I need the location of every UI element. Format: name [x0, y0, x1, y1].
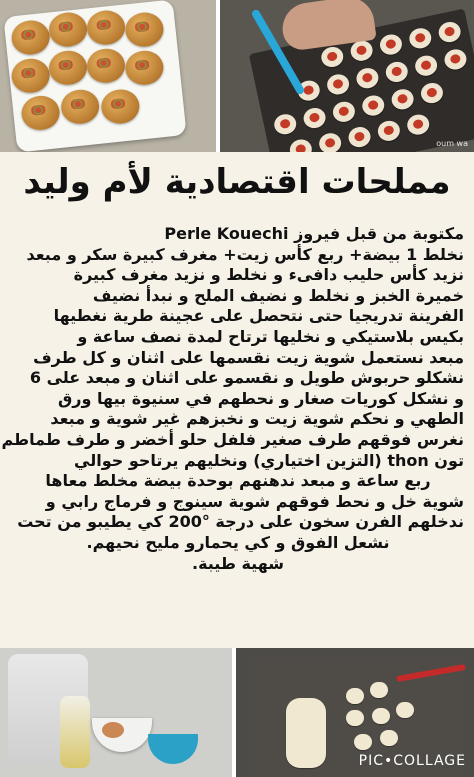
dough-piece — [346, 688, 364, 704]
recipe-line: مبعد نستعمل شوية زيت نقسمها على اثنان و كل طرف — [33, 347, 464, 367]
recipe-line: الفرينة تدريجيا حتى نتحصل على عجينة طرية نغطيها — [53, 306, 464, 326]
bun — [100, 88, 141, 126]
dough-ball — [378, 32, 404, 56]
recipe-line: بكيس بلاستيكي و نخليها ترتاح لمدة نصف ساعة و — [77, 326, 464, 346]
bun — [124, 11, 165, 49]
dough-ball — [288, 138, 314, 152]
recipe-line: نخلط 1 بيضة+ ربع كأس زيت+ مغرف كبيرة سكر و مبعد — [26, 244, 464, 264]
dough-ball — [390, 87, 416, 111]
dough-ball — [437, 20, 463, 44]
blue-bowl — [148, 734, 198, 764]
recipe-title: مملحات اقتصادية لأم وليد — [23, 162, 451, 202]
recipe-line: مكتوبة من قبل فيروز Perle Kouechi — [164, 224, 464, 243]
dough-ball — [360, 93, 386, 117]
dough-ball — [325, 72, 351, 96]
bun — [47, 11, 88, 49]
egg — [102, 722, 124, 738]
photo-finished-buns — [0, 0, 216, 152]
dough-ball — [317, 131, 343, 152]
dough-log — [286, 698, 326, 768]
recipe-line: خميرة الخبز و نخلط و نضيف الملح و نبدأ نضيف — [92, 285, 464, 305]
bowl — [92, 718, 152, 752]
recipe-closing: شهية طيبة. — [191, 553, 284, 573]
dough-piece — [354, 734, 372, 750]
recipe-line: و نشكل كوريات صغار و نحطهم في سنيوة بيها ورق — [58, 388, 464, 408]
oil-bottle — [60, 696, 90, 768]
dough-ball — [407, 26, 433, 50]
knife — [396, 664, 466, 682]
plate — [3, 0, 186, 152]
pic-collage-watermark: PIC•COLLAGE — [358, 753, 466, 769]
bun — [47, 49, 88, 87]
dough-ball — [405, 113, 431, 137]
dough-piece — [346, 710, 364, 726]
dough-piece — [372, 708, 390, 724]
recipe-line: الطهي و نحكم شوية زيت و نخبزهم غير شوية و مبعد — [50, 409, 464, 429]
recipe-line: تون thon (التزين اختياري) ونخليهم يرتاحو حوالي — [74, 450, 464, 470]
bun — [10, 19, 51, 57]
bun — [85, 47, 126, 85]
recipe-line: نغرس فوقهم طرف صغير فلفل حلو أخضر و طرف طماطم — [1, 429, 464, 449]
dough-ball — [302, 106, 328, 130]
bun — [59, 88, 100, 126]
photo-dough-pieces — [236, 648, 474, 777]
watermark: oum wa — [436, 139, 468, 148]
photo-ingredients — [0, 648, 232, 777]
dough-ball — [376, 119, 402, 143]
recipe-line: ندخلهم الفرن سخون على درجة °200 كي يطيبو من تحت — [17, 512, 464, 532]
recipe-line: نزيد كأس حليب دافىء و نخلط و نزيد مغرف كبيرة — [73, 265, 464, 285]
recipe-card — [0, 152, 474, 648]
bun — [85, 9, 126, 47]
dough-ball — [347, 125, 373, 149]
bun — [10, 57, 51, 95]
photo-brushing-dough — [220, 0, 474, 152]
dough-ball — [272, 112, 298, 136]
dough-ball — [331, 100, 357, 124]
bun — [20, 94, 61, 132]
bun — [124, 49, 165, 87]
dough-piece — [396, 702, 414, 718]
dough-ball — [384, 60, 410, 84]
recipe-line: نشعل الفوق و كي يحمارو مليح نحيهم. — [86, 532, 390, 552]
dough-piece — [380, 730, 398, 746]
dough-ball — [319, 45, 345, 69]
recipe-line: شوية خل و نحط فوقهم شوية سينوج و فرماج رابي و — [45, 491, 464, 511]
dough-ball — [443, 47, 469, 71]
recipe-line: نشكلو حربوش طويل و نقسمو على اثنان و مبعد على 6 — [29, 368, 464, 388]
dough-ball — [413, 54, 439, 78]
recipe-line: ربع ساعة و مبعد ندهنهم بوحدة بيضة مخلط معاها — [45, 471, 431, 491]
recipe-body — [1, 224, 464, 574]
dough-ball — [419, 81, 445, 105]
dough-ball — [355, 66, 381, 90]
dough-piece — [370, 682, 388, 698]
